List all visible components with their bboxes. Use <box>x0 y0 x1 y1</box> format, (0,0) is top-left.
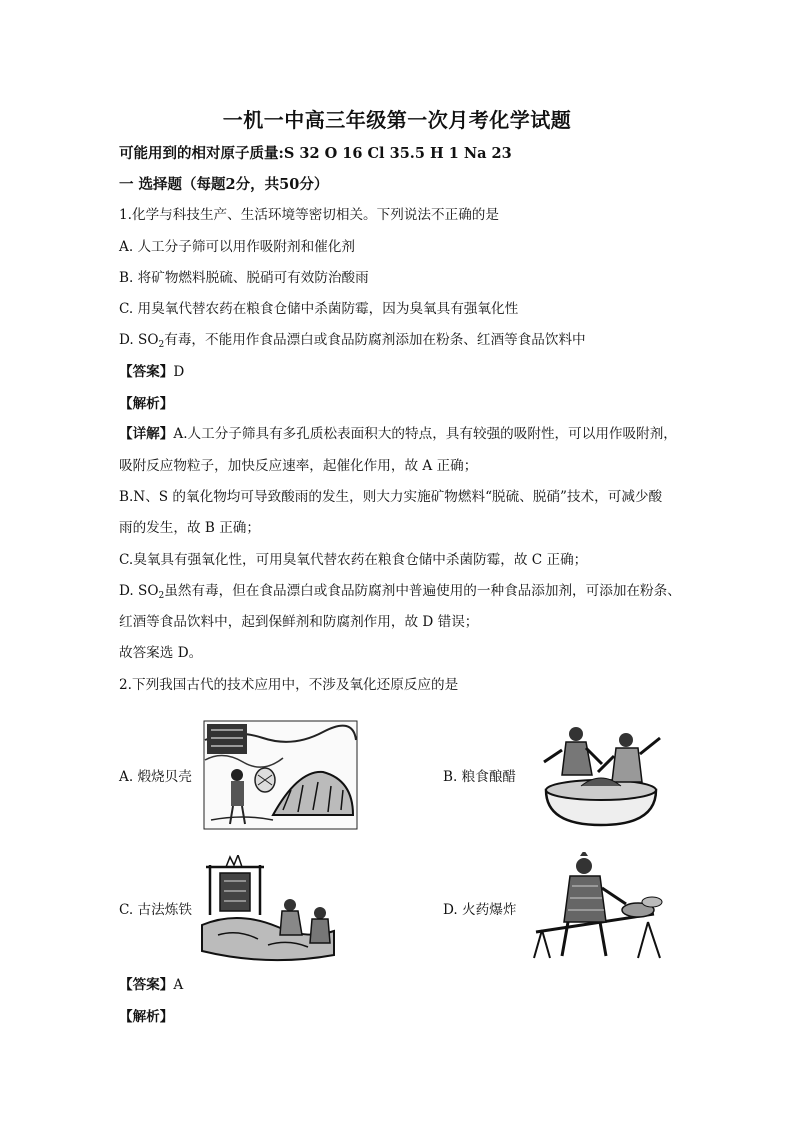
answer-tag: 【答案】 <box>119 364 174 380</box>
q1-detail-a-line1 <box>119 424 679 444</box>
q1-option-d-prefix: D. SO <box>119 332 159 348</box>
q1-answer <box>119 362 679 382</box>
detail-tag: 【详解】 <box>119 426 174 442</box>
gunpowder-illustration <box>528 852 668 962</box>
iron-smelting-illustration <box>198 855 338 965</box>
q2-answer-value: A <box>173 977 184 993</box>
q2-stem: 2.下列我国古代的技术应用中，不涉及氧化还原反应的是 <box>119 677 459 693</box>
q1-detail-c: C.臭氧具有强氧化性，可用臭氧代替农药在粮食仓储中杀菌防霉，故 C 正确； <box>119 552 588 568</box>
q1-option-d-subscript: 2 <box>158 340 165 350</box>
q2-analysis-tag: 【解析】 <box>119 1009 174 1025</box>
q1-detail-d-line2: 红酒等食品饮料中，起到保鲜剂和防腐剂作用，故 D 错误； <box>119 614 479 630</box>
q1-option-c: C. 用臭氧代替农药在粮食仓储中杀菌防霉，因为臭氧具有强氧化性 <box>119 301 519 317</box>
q1-stem: 1.化学与科技生产、生活环境等密切相关。下列说法不正确的是 <box>119 207 499 223</box>
exam-title: 一机一中高三年级第一次月考化学试题 <box>222 108 572 132</box>
q1-analysis-tag: 【解析】 <box>119 396 174 412</box>
q2-option-a-label: A. 煅烧贝壳 <box>119 769 192 785</box>
atomic-mass-line: 可能用到的相对原子质量:S 32 O 16 Cl 35.5 H 1 Na 23 <box>119 145 512 162</box>
q1-detail-d-prefix: D. SO <box>119 583 159 599</box>
q1-detail-b-line1: B.N、S 的氧化物均可导致酸雨的发生，则大力实施矿物燃料“脱硫、脱硝”技术，可减少酸 <box>119 489 663 505</box>
q1-detail-a-text: A.人工分子筛具有多孔质松表面积大的特点，具有较强的吸附性，可以用作吸附剂， <box>173 426 677 442</box>
q1-option-d <box>119 330 679 355</box>
q1-option-b: B. 将矿物燃料脱硫、脱硝可有效防治酸雨 <box>119 270 369 286</box>
q1-conclusion: 故答案选 D。 <box>119 645 203 661</box>
q1-detail-d-suffix: 虽然有毒，但在食品漂白或食品防腐剂中普遍使用的一种食品添加剂，可添加在粉条、 <box>164 583 681 599</box>
answer-tag: 【答案】 <box>119 977 174 993</box>
q1-answer-value: D <box>173 364 185 380</box>
shell-calcining-illustration <box>203 720 358 830</box>
q2-option-d-label: D. 火药爆炸 <box>443 902 517 918</box>
q1-detail-d-subscript: 2 <box>158 591 165 601</box>
q1-detail-b-line2: 雨的发生，故 B 正确； <box>119 520 260 536</box>
q1-option-d-suffix: 有毒，不能用作食品漂白或食品防腐剂添加在粉条、红酒等食品饮料中 <box>164 332 586 348</box>
q2-option-c-label: C. 古法炼铁 <box>119 902 192 918</box>
q1-detail-d-line1 <box>119 581 679 606</box>
q1-option-a: A. 人工分子筛可以用作吸附剂和催化剂 <box>119 239 355 255</box>
q1-detail-a-line2: 吸附反应物粒子，加快反应速率，起催化作用，故 A 正确； <box>119 458 478 474</box>
vinegar-brewing-illustration <box>536 720 671 830</box>
section-heading: 一 选择题（每题2分，共50分） <box>119 176 329 193</box>
q2-answer <box>119 975 679 995</box>
q2-option-b-label: B. 粮食酿醋 <box>443 769 517 785</box>
